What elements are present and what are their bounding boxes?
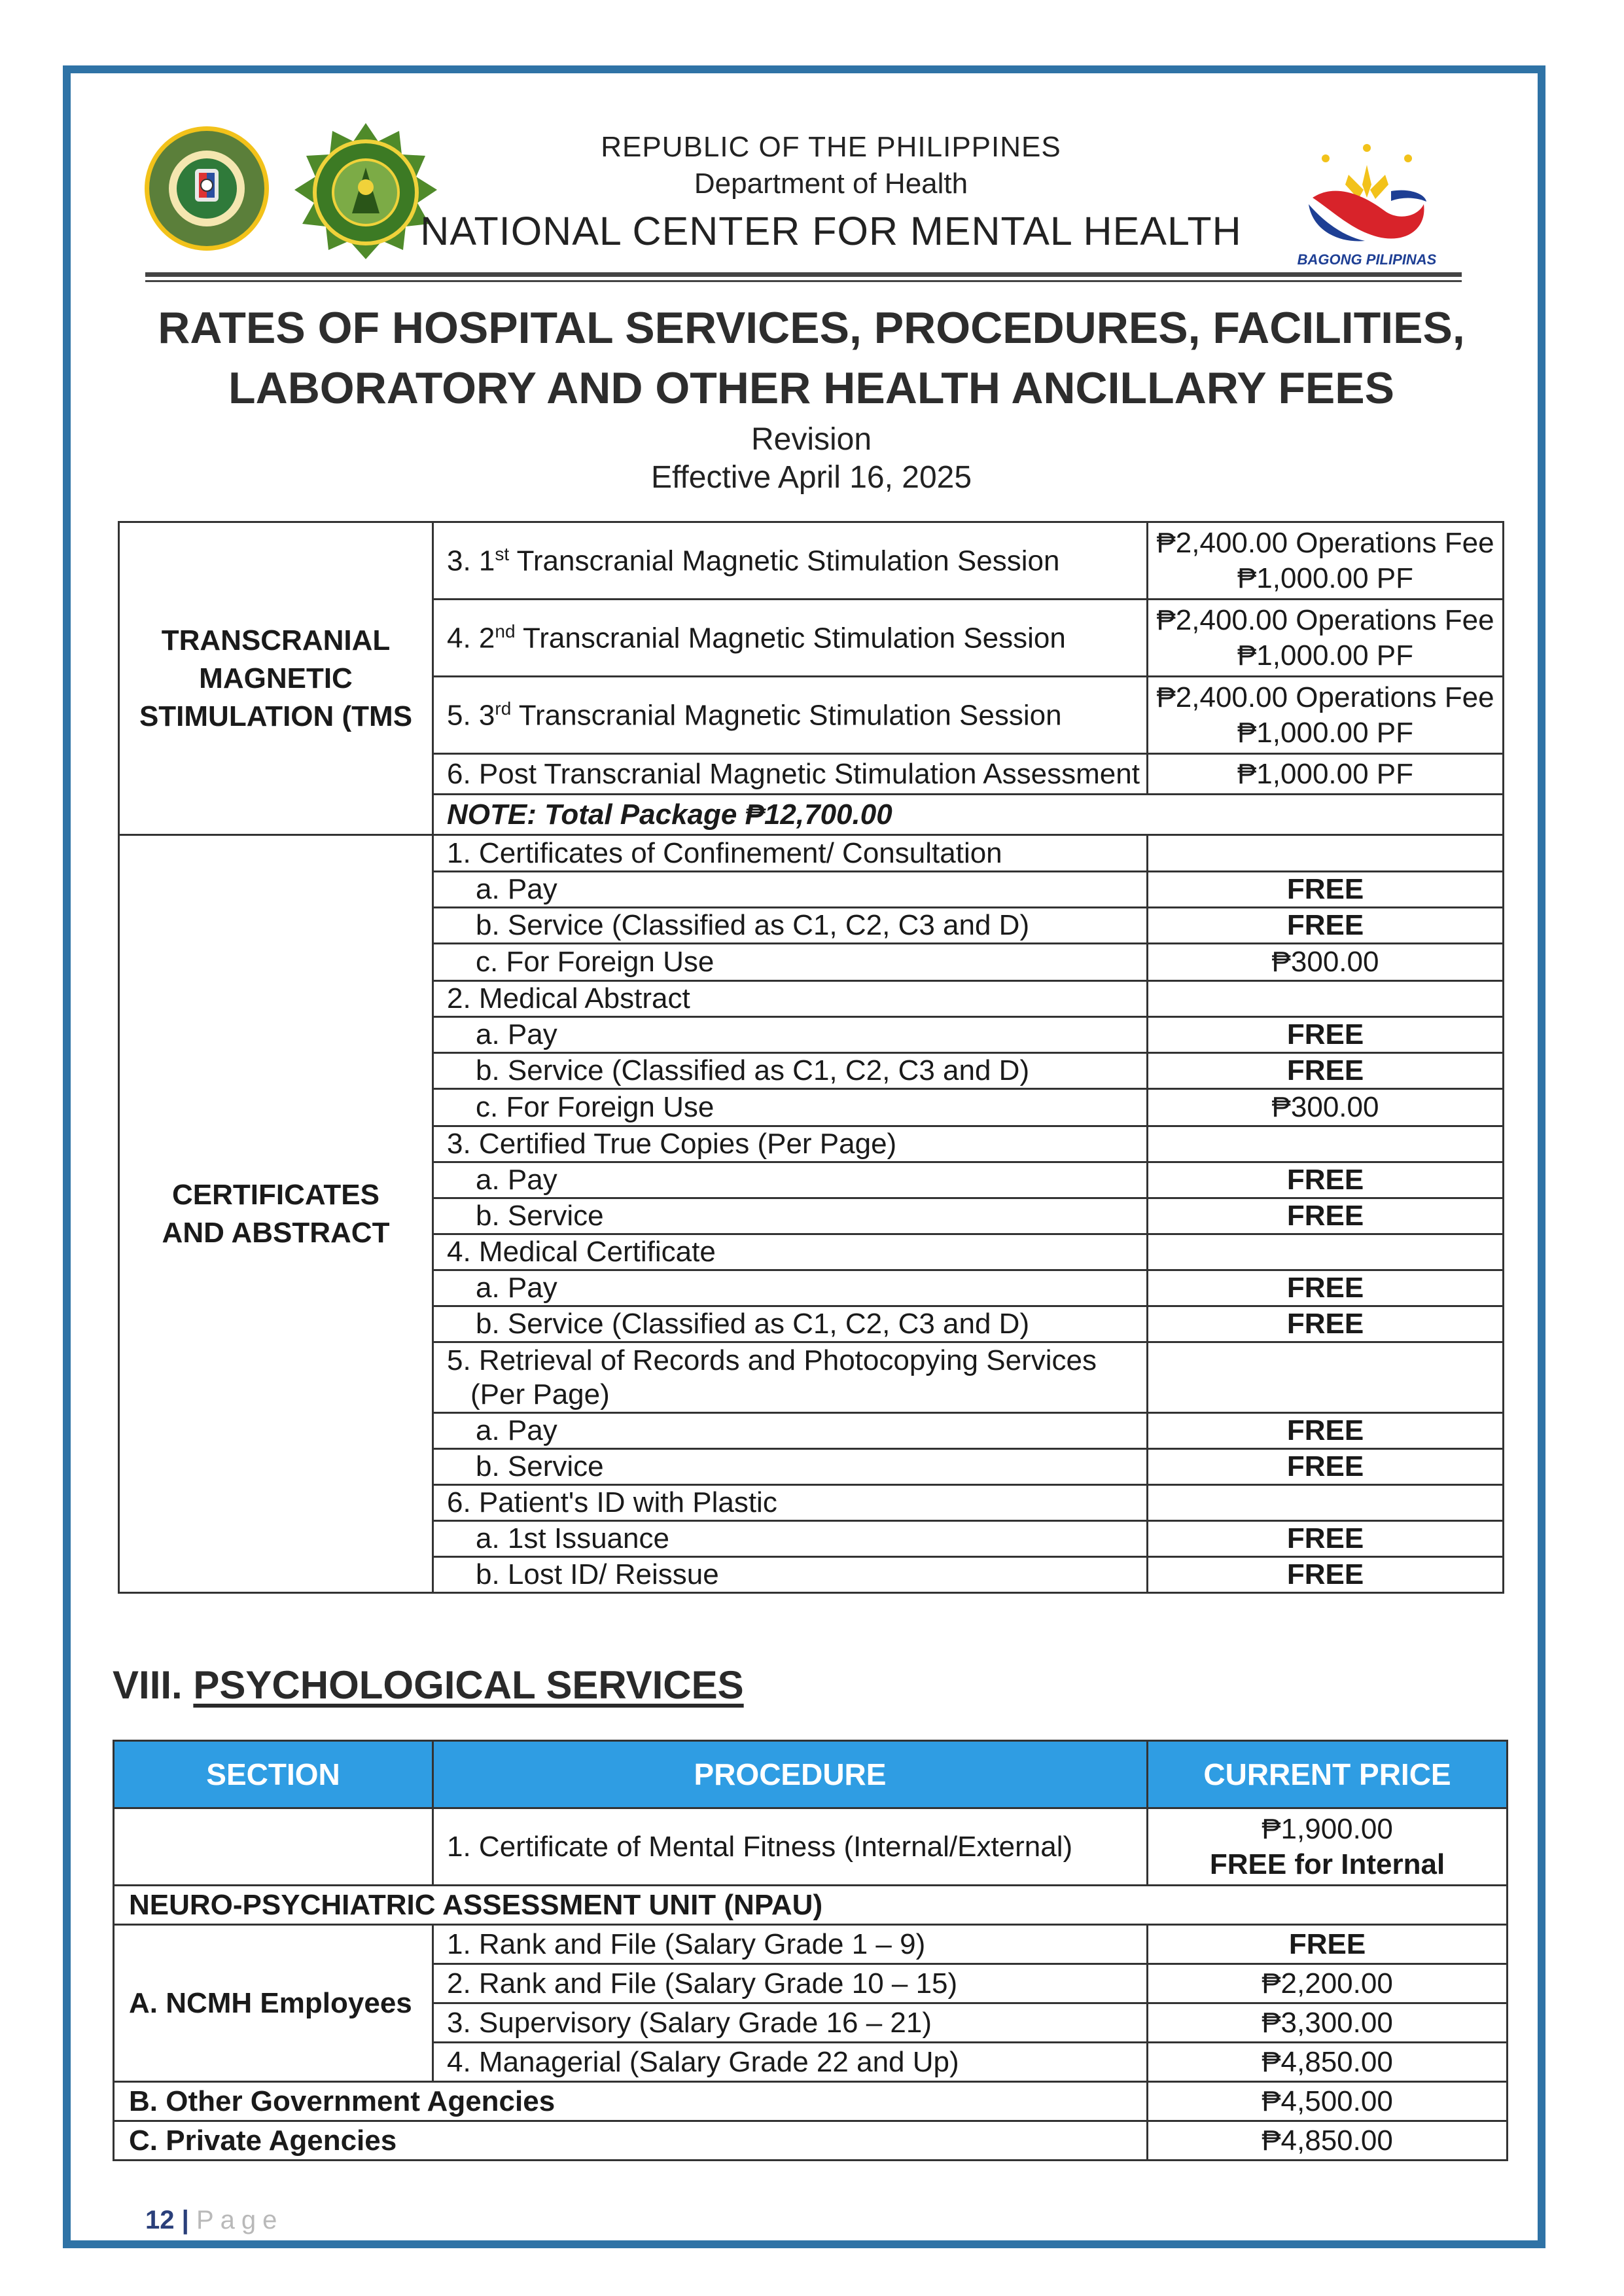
procedure-cell: [433, 522, 1148, 600]
price-cell: ₱300.00: [1148, 1089, 1504, 1126]
price-cell: FREE: [1148, 872, 1504, 908]
procedure-cell: 3. Supervisory (Salary Grade 16 – 21): [433, 2003, 1148, 2043]
ordinal-suffix: rd: [495, 698, 512, 719]
price-cell: FREE: [1148, 1413, 1504, 1449]
item-label: 6. Patient's ID with Plastic: [433, 1485, 1148, 1521]
subitem-label: a. Pay: [433, 1017, 1148, 1053]
price-cell: ₱300.00: [1148, 944, 1504, 981]
price-cell: FREE: [1148, 1449, 1504, 1485]
procedure-cell: 4. Managerial (Salary Grade 22 and Up): [433, 2043, 1148, 2082]
procedure-label: Transcranial Magnetic Stimulation Session: [509, 545, 1060, 577]
total-package-note: NOTE: Total Package ₱12,700.00: [433, 795, 1504, 835]
subitem-label: a. Pay: [433, 1413, 1148, 1449]
price-cell: [1148, 677, 1504, 754]
price-cell: [1148, 1485, 1504, 1521]
price-cell: [1148, 1808, 1508, 1886]
fitness-price-internal: FREE for Internal: [1209, 1848, 1445, 1880]
price-cell: ₱2,200.00: [1148, 1964, 1508, 2003]
price-cell: FREE: [1148, 1557, 1504, 1593]
section-certificates-line1: CERTIFICATES: [172, 1178, 380, 1211]
subitem-label: b. Service (Classified as C1, C2, C3 and D): [433, 1053, 1148, 1089]
price-cell: [1148, 1126, 1504, 1162]
item-label: 3. Certified True Copies (Per Page): [433, 1126, 1148, 1162]
revision-label: Revision: [750, 422, 872, 457]
ordinal-suffix: st: [495, 543, 510, 564]
header-center: NATIONAL CENTER FOR MENTAL HEALTH: [420, 209, 1242, 253]
price-cell: FREE: [1148, 1198, 1504, 1234]
item-label: 1. Certificates of Confinement/ Consultation: [433, 835, 1148, 872]
column-header-procedure: PROCEDURE: [433, 1741, 1148, 1808]
price-cell: ₱4,850.00: [1148, 2121, 1508, 2161]
item-label-line2: (Per Page): [470, 1378, 610, 1410]
table-row: [119, 835, 1504, 872]
page-footer: [145, 2206, 283, 2235]
bagong-pilipinas-emblem-icon: [1286, 139, 1447, 250]
table-row: [114, 1925, 1508, 1964]
bagong-pilipinas-text: BAGONG PILIPINAS: [1297, 251, 1437, 268]
subitem-label: b. Service: [433, 1198, 1148, 1234]
section-certificates: [119, 835, 433, 1593]
doh-seal-icon: [143, 124, 271, 253]
procedure-label: Transcranial Magnetic Stimulation Session: [511, 699, 1062, 732]
page-separator: |: [181, 2206, 189, 2234]
section-cell: [114, 1808, 433, 1886]
subitem-label: b. Lost ID/ Reissue: [433, 1557, 1148, 1593]
price-cell: [1148, 981, 1504, 1017]
procedure-cell: 1. Rank and File (Salary Grade 1 – 9): [433, 1925, 1148, 1964]
subitem-label: a. Pay: [433, 872, 1148, 908]
section-tms: [119, 522, 433, 835]
subitem-label: b. Service (Classified as C1, C2, C3 and D): [433, 908, 1148, 944]
procedure-num: 3. 1: [447, 545, 495, 577]
item-label: 2. Medical Abstract: [433, 981, 1148, 1017]
item-label-line1: 5. Retrieval of Records and Photocopying Services: [447, 1344, 1097, 1376]
section-heading-number: VIII.: [113, 1663, 183, 1707]
section-tms-line2: MAGNETIC: [199, 662, 353, 694]
operations-fee: ₱2,400.00 Operations Fee: [1156, 603, 1494, 636]
price-cell: FREE: [1148, 1306, 1504, 1342]
pf-fee: ₱1,000.00 PF: [1237, 562, 1414, 594]
subitem-label: c. For Foreign Use: [433, 1089, 1148, 1126]
page-number: 12: [145, 2206, 175, 2234]
price-cell: [1148, 600, 1504, 677]
column-header-section: SECTION: [114, 1741, 433, 1808]
price-cell: FREE: [1148, 1270, 1504, 1306]
price-cell: FREE: [1148, 1521, 1504, 1557]
price-cell: FREE: [1148, 1162, 1504, 1198]
table-row: [114, 1886, 1508, 1925]
header-rule: [145, 272, 1462, 277]
operations-fee: ₱2,400.00 Operations Fee: [1156, 526, 1494, 559]
price-cell: ₱1,000.00 PF: [1148, 754, 1504, 795]
psych-services-table: [113, 1740, 1508, 2161]
procedure-cell: 6. Post Transcranial Magnetic Stimulation Assessment: [433, 754, 1148, 795]
header-department: Department of Health: [694, 168, 968, 200]
price-cell: [1148, 1342, 1504, 1413]
ordinal-suffix: nd: [495, 620, 516, 641]
subitem-label: a. 1st Issuance: [433, 1521, 1148, 1557]
ncmh-employees-section: A. NCMH Employees: [114, 1925, 433, 2082]
section-heading: [113, 1662, 744, 1708]
price-cell: FREE: [1148, 908, 1504, 944]
other-government-agencies: B. Other Government Agencies: [114, 2082, 1148, 2121]
rates-table: [118, 521, 1504, 1594]
pf-fee: ₱1,000.00 PF: [1237, 639, 1414, 672]
procedure-cell: [433, 677, 1148, 754]
price-cell: FREE: [1148, 1017, 1504, 1053]
header-rule-thin: [145, 280, 1462, 282]
pf-fee: ₱1,000.00 PF: [1237, 716, 1414, 749]
item-label: [433, 1342, 1148, 1413]
price-cell: [1148, 1234, 1504, 1270]
price-cell: ₱4,850.00: [1148, 2043, 1508, 2082]
subitem-label: a. Pay: [433, 1162, 1148, 1198]
npau-heading: NEURO-PSYCHIATRIC ASSESSMENT UNIT (NPAU): [114, 1886, 1508, 1925]
table-row: [119, 522, 1504, 600]
procedure-cell: 2. Rank and File (Salary Grade 10 – 15): [433, 1964, 1148, 2003]
document-title-line2: LABORATORY AND OTHER HEALTH ANCILLARY FEES: [228, 363, 1394, 413]
table-row: [114, 2082, 1508, 2121]
price-cell: [1148, 522, 1504, 600]
price-cell: ₱3,300.00: [1148, 2003, 1508, 2043]
procedure-label: Transcranial Magnetic Stimulation Session: [515, 622, 1066, 655]
price-cell: ₱4,500.00: [1148, 2082, 1508, 2121]
subitem-label: b. Service (Classified as C1, C2, C3 and D): [433, 1306, 1148, 1342]
subitem-label: c. For Foreign Use: [433, 944, 1148, 981]
page-word: Page: [196, 2206, 284, 2234]
section-certificates-line2: AND ABSTRACT: [162, 1216, 390, 1249]
column-header-price: CURRENT PRICE: [1148, 1741, 1508, 1808]
section-heading-title: PSYCHOLOGICAL SERVICES: [193, 1663, 744, 1707]
header-republic: REPUBLIC OF THE PHILIPPINES: [601, 131, 1061, 163]
section-tms-line1: TRANSCRANIAL: [161, 624, 391, 656]
operations-fee: ₱2,400.00 Operations Fee: [1156, 681, 1494, 713]
table-row: [114, 2121, 1508, 2161]
price-cell: [1148, 835, 1504, 872]
fitness-price: ₱1,900.00: [1262, 1812, 1393, 1845]
price-cell: FREE: [1148, 1053, 1504, 1089]
procedure-cell: [433, 600, 1148, 677]
bagong-pilipinas-logo: [1286, 139, 1447, 270]
private-agencies: C. Private Agencies: [114, 2121, 1148, 2161]
document-title-line1: RATES OF HOSPITAL SERVICES, PROCEDURES, FACILITIES,: [158, 303, 1465, 353]
section-tms-line3: STIMULATION (TMS: [139, 700, 413, 732]
item-label: 4. Medical Certificate: [433, 1234, 1148, 1270]
procedure-cell: 1. Certificate of Mental Fitness (Internal/External): [433, 1808, 1148, 1886]
subitem-label: a. Pay: [433, 1270, 1148, 1306]
effective-date: Effective April 16, 2025: [650, 460, 972, 495]
subitem-label: b. Service: [433, 1449, 1148, 1485]
price-cell: FREE: [1148, 1925, 1508, 1964]
procedure-num: 5. 3: [447, 699, 495, 732]
procedure-num: 4. 2: [447, 622, 495, 655]
table-row: [114, 1808, 1508, 1886]
table-header-row: [114, 1741, 1508, 1808]
